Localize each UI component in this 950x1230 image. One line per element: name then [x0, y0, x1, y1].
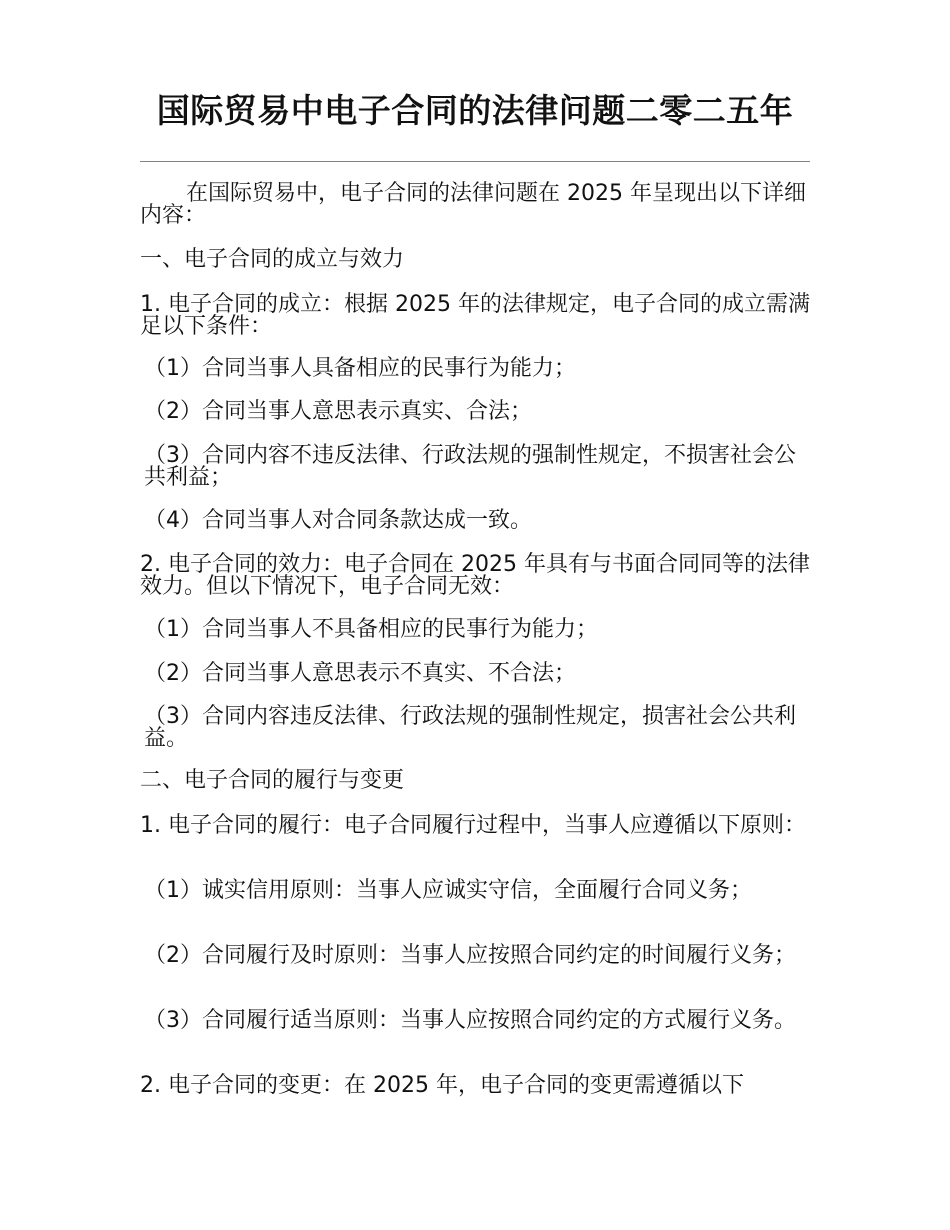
list-item-validity-2: （2）合同当事人意思表示不真实、不合法；	[144, 661, 576, 686]
intro-paragraph: 在国际贸易中，电子合同的法律问题在 2025 年呈现出以下详细内容：	[140, 181, 806, 228]
list-item-formation-4: （4）合同当事人对合同条款达成一致。	[144, 508, 532, 533]
list-item-performance-1: （1）诚实信用原则：当事人应诚实守信，全面履行合同义务；	[144, 878, 752, 903]
list-item-performance-3: （3）合同履行适当原则：当事人应按照合同约定的方式履行义务。	[144, 1008, 796, 1033]
document-title: 国际贸易中电子合同的法律问题二零二五年	[156, 91, 794, 130]
title-underline	[140, 161, 810, 162]
list-item-performance-2: （2）合同履行及时原则：当事人应按照合同约定的时间履行义务；	[144, 943, 796, 968]
list-item-formation-3: （3）合同内容不违反法律、行政法规的强制性规定，不损害社会公共利益；	[144, 443, 796, 490]
paragraph-formation: 1. 电子合同的成立：根据 2025 年的法律规定，电子合同的成立需满足以下条件：	[140, 292, 810, 339]
list-item-validity-1: （1）合同当事人不具备相应的民事行为能力；	[144, 617, 598, 642]
section-heading-1: 一、电子合同的成立与效力	[140, 247, 405, 272]
list-item-formation-2: （2）合同当事人意思表示真实、合法；	[144, 399, 532, 424]
list-item-formation-1: （1）合同当事人具备相应的民事行为能力；	[144, 356, 576, 381]
paragraph-validity: 2. 电子合同的效力：电子合同在 2025 年具有与书面合同同等的法律效力。但以下情况下，电子合同无效：	[140, 552, 810, 599]
section-heading-2: 二、电子合同的履行与变更	[140, 768, 405, 793]
paragraph-performance: 1. 电子合同的履行：电子合同履行过程中，当事人应遵循以下原则：	[140, 813, 806, 838]
paragraph-modification: 2. 电子合同的变更：在 2025 年，电子合同的变更需遵循以下	[140, 1073, 744, 1098]
list-item-validity-3: （3）合同内容违反法律、行政法规的强制性规定，损害社会公共利益。	[144, 704, 796, 751]
